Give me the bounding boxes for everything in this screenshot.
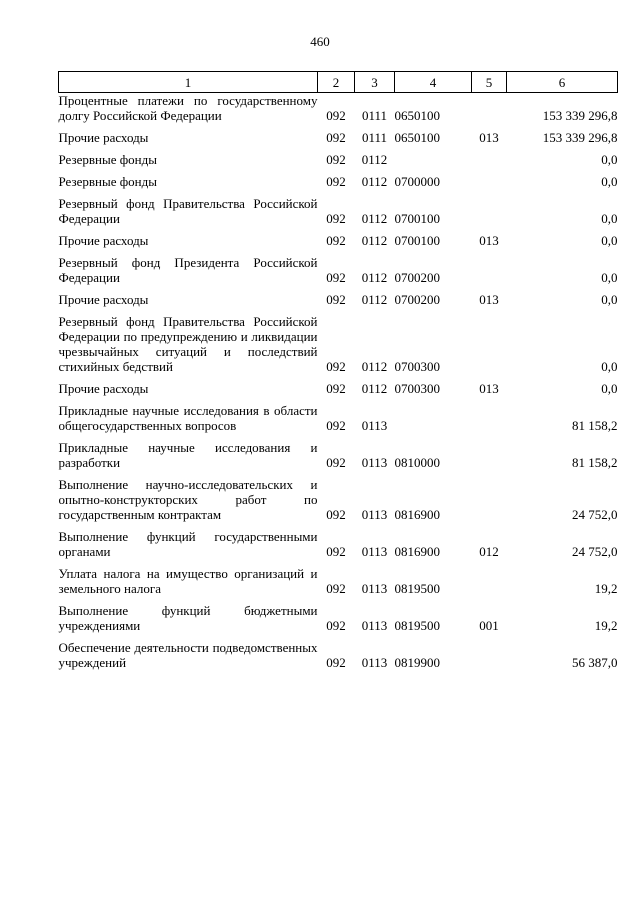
row-col-5: 013 bbox=[479, 292, 499, 307]
row-col-2: 092 bbox=[326, 292, 346, 307]
row-col-4 bbox=[395, 152, 472, 167]
row-spacer-cell bbox=[59, 396, 618, 403]
row-col-6: 0,0 bbox=[601, 359, 618, 374]
row-col-4: 0700300 bbox=[394, 381, 440, 396]
row-col-5: 012 bbox=[479, 544, 499, 559]
row-col-3: 0112 bbox=[361, 381, 388, 396]
row-name: Выполнение функций бюджетными учреждениями bbox=[58, 603, 318, 633]
row-name: Прочие расходы bbox=[58, 130, 149, 145]
row-col-2: 092 bbox=[326, 211, 346, 226]
row-col-5: 013 bbox=[479, 233, 499, 248]
row-spacer bbox=[59, 470, 618, 477]
row-spacer-cell bbox=[59, 633, 618, 640]
table-row bbox=[59, 640, 618, 670]
row-name: Выполнение функций государственными органами bbox=[58, 529, 318, 559]
row-name: Процентные платежи по государственному долгу Российской Федерации bbox=[58, 93, 318, 123]
row-col-4: 0700200 bbox=[394, 292, 440, 307]
row-spacer bbox=[59, 145, 618, 152]
row-col-5 bbox=[472, 440, 507, 470]
row-col-2: 092 bbox=[326, 233, 346, 248]
row-col-4 bbox=[395, 403, 472, 433]
row-col-4: 0650100 bbox=[394, 108, 440, 123]
row-col-2: 092 bbox=[326, 359, 346, 374]
row-col-3: 0112 bbox=[361, 292, 388, 307]
row-col-3: 0113 bbox=[361, 455, 388, 470]
row-col-3: 0113 bbox=[361, 507, 388, 522]
row-name: Резервный фонд Президента Российской Федерации bbox=[58, 255, 318, 285]
row-name: Резервный фонд Правительства Российской Федерации по предупреждению и ликвидации чрезвычайных ситуаций и последствий стихийных бедствий bbox=[58, 314, 318, 374]
row-col-5 bbox=[472, 314, 507, 374]
row-col-3: 0111 bbox=[361, 130, 388, 145]
row-col-6: 0,0 bbox=[601, 233, 618, 248]
row-col-6: 19,2 bbox=[594, 581, 618, 596]
row-col-6: 0,0 bbox=[601, 381, 618, 396]
table-body bbox=[59, 93, 618, 671]
row-col-6: 81 158,2 bbox=[572, 418, 618, 433]
row-spacer bbox=[59, 307, 618, 314]
row-spacer bbox=[59, 522, 618, 529]
row-name: Резервные фонды bbox=[58, 174, 157, 189]
row-col-6: 0,0 bbox=[601, 270, 618, 285]
row-col-5 bbox=[472, 566, 507, 596]
table-row bbox=[59, 174, 618, 189]
row-col-3: 0113 bbox=[361, 544, 388, 559]
row-col-6: 0,0 bbox=[601, 211, 618, 226]
row-spacer-cell bbox=[59, 559, 618, 566]
table-row bbox=[59, 477, 618, 522]
row-name: Прикладные научные исследования в области общегосударственных вопросов bbox=[58, 403, 318, 433]
row-name: Прочие расходы bbox=[58, 292, 149, 307]
row-col-6: 0,0 bbox=[601, 174, 618, 189]
row-spacer-cell bbox=[59, 248, 618, 255]
row-name: Прочие расходы bbox=[58, 233, 149, 248]
row-col-4: 0816900 bbox=[394, 544, 440, 559]
row-spacer-cell bbox=[59, 145, 618, 152]
row-spacer-cell bbox=[59, 522, 618, 529]
row-name: Выполнение научно-исследовательских и опытно-конструкторских работ по государственным контрактам bbox=[58, 477, 318, 522]
row-col-2: 092 bbox=[326, 455, 346, 470]
row-col-4: 0700100 bbox=[394, 211, 440, 226]
row-col-5 bbox=[472, 93, 507, 124]
table-row bbox=[59, 566, 618, 596]
page-number: 460 bbox=[310, 34, 330, 49]
row-spacer-cell bbox=[59, 123, 618, 130]
row-col-5 bbox=[472, 174, 507, 189]
row-col-4: 0810000 bbox=[394, 455, 440, 470]
row-spacer bbox=[59, 189, 618, 196]
row-spacer bbox=[59, 396, 618, 403]
row-spacer bbox=[59, 248, 618, 255]
row-name: Обеспечение деятельности подведомственных учреждений bbox=[58, 640, 318, 670]
row-col-6: 0,0 bbox=[601, 292, 618, 307]
row-col-2: 092 bbox=[326, 544, 346, 559]
row-spacer-cell bbox=[59, 307, 618, 314]
row-col-3: 0112 bbox=[361, 152, 388, 167]
row-col-5: 001 bbox=[479, 618, 499, 633]
table-row bbox=[59, 196, 618, 226]
row-name: Резервные фонды bbox=[58, 152, 157, 167]
row-spacer bbox=[59, 559, 618, 566]
table-row bbox=[59, 403, 618, 433]
row-col-3: 0113 bbox=[361, 618, 388, 633]
row-col-3: 0112 bbox=[361, 359, 388, 374]
row-col-5 bbox=[472, 196, 507, 226]
row-spacer bbox=[59, 433, 618, 440]
row-col-2: 092 bbox=[326, 618, 346, 633]
row-name: Прочие расходы bbox=[58, 381, 149, 396]
row-col-6: 81 158,2 bbox=[572, 455, 618, 470]
row-col-2: 092 bbox=[326, 130, 346, 145]
row-col-4: 0700200 bbox=[394, 270, 440, 285]
row-col-2: 092 bbox=[326, 581, 346, 596]
table-row bbox=[59, 233, 618, 248]
table-row bbox=[59, 440, 618, 470]
table-row bbox=[59, 529, 618, 559]
table-row bbox=[59, 130, 618, 145]
table-row bbox=[59, 603, 618, 633]
row-name: Резервный фонд Правительства Российской Федерации bbox=[58, 196, 318, 226]
row-col-5: 013 bbox=[479, 381, 499, 396]
header-col-4: 4 bbox=[395, 72, 472, 93]
row-col-3: 0112 bbox=[361, 270, 388, 285]
row-col-2: 092 bbox=[326, 655, 346, 670]
row-spacer-cell bbox=[59, 374, 618, 381]
row-col-2: 092 bbox=[326, 418, 346, 433]
row-spacer-cell bbox=[59, 189, 618, 196]
row-spacer-cell bbox=[59, 226, 618, 233]
row-col-5 bbox=[472, 640, 507, 670]
row-spacer bbox=[59, 374, 618, 381]
header-col-1: 1 bbox=[59, 72, 318, 93]
row-col-3: 0112 bbox=[361, 174, 388, 189]
header-col-2: 2 bbox=[318, 72, 355, 93]
row-spacer bbox=[59, 226, 618, 233]
row-col-4: 0700300 bbox=[394, 359, 440, 374]
table-row bbox=[59, 255, 618, 285]
table-row bbox=[59, 381, 618, 396]
row-col-6: 24 752,0 bbox=[572, 507, 618, 522]
row-col-3: 0112 bbox=[361, 233, 388, 248]
table-row bbox=[59, 152, 618, 167]
row-col-5 bbox=[472, 403, 507, 433]
row-col-5 bbox=[472, 255, 507, 285]
row-col-3: 0111 bbox=[361, 108, 388, 123]
header-col-3: 3 bbox=[355, 72, 395, 93]
row-col-6: 0,0 bbox=[601, 152, 618, 167]
row-spacer-cell bbox=[59, 433, 618, 440]
row-spacer bbox=[59, 633, 618, 640]
row-name: Прикладные научные исследования и разработки bbox=[58, 440, 318, 470]
row-col-5: 013 bbox=[479, 130, 499, 145]
row-col-4: 0816900 bbox=[394, 507, 440, 522]
row-spacer bbox=[59, 596, 618, 603]
table-row bbox=[59, 314, 618, 374]
row-col-2: 092 bbox=[326, 381, 346, 396]
header-col-5: 5 bbox=[472, 72, 507, 93]
row-spacer bbox=[59, 285, 618, 292]
row-name: Уплата налога на имущество организаций и земельного налога bbox=[58, 566, 318, 596]
row-col-2: 092 bbox=[326, 270, 346, 285]
row-col-6: 19,2 bbox=[594, 618, 618, 633]
row-col-2: 092 bbox=[326, 174, 346, 189]
header-col-6: 6 bbox=[507, 72, 618, 93]
row-col-3: 0113 bbox=[361, 418, 388, 433]
row-col-6: 153 339 296,8 bbox=[542, 130, 618, 145]
row-col-5 bbox=[472, 152, 507, 167]
row-col-6: 56 387,0 bbox=[572, 655, 618, 670]
row-col-3: 0112 bbox=[361, 211, 388, 226]
row-col-2: 092 bbox=[326, 507, 346, 522]
row-col-6: 24 752,0 bbox=[572, 544, 618, 559]
row-col-2: 092 bbox=[326, 152, 346, 167]
row-spacer-cell bbox=[59, 470, 618, 477]
table-header-row bbox=[59, 72, 618, 93]
table-row bbox=[59, 292, 618, 307]
budget-table bbox=[58, 71, 618, 670]
row-col-3: 0113 bbox=[361, 581, 388, 596]
row-col-4: 0700000 bbox=[394, 174, 440, 189]
table-row bbox=[59, 93, 618, 124]
row-col-4: 0819500 bbox=[394, 581, 440, 596]
row-col-4: 0650100 bbox=[394, 130, 440, 145]
row-col-2: 092 bbox=[326, 108, 346, 123]
row-spacer-cell bbox=[59, 167, 618, 174]
row-spacer bbox=[59, 167, 618, 174]
row-spacer bbox=[59, 123, 618, 130]
row-col-4: 0819900 bbox=[394, 655, 440, 670]
row-col-6: 153 339 296,8 bbox=[542, 108, 618, 123]
row-col-4: 0819500 bbox=[394, 618, 440, 633]
row-col-3: 0113 bbox=[361, 655, 388, 670]
row-spacer-cell bbox=[59, 596, 618, 603]
row-col-5 bbox=[472, 477, 507, 522]
row-col-4: 0700100 bbox=[394, 233, 440, 248]
row-spacer-cell bbox=[59, 285, 618, 292]
